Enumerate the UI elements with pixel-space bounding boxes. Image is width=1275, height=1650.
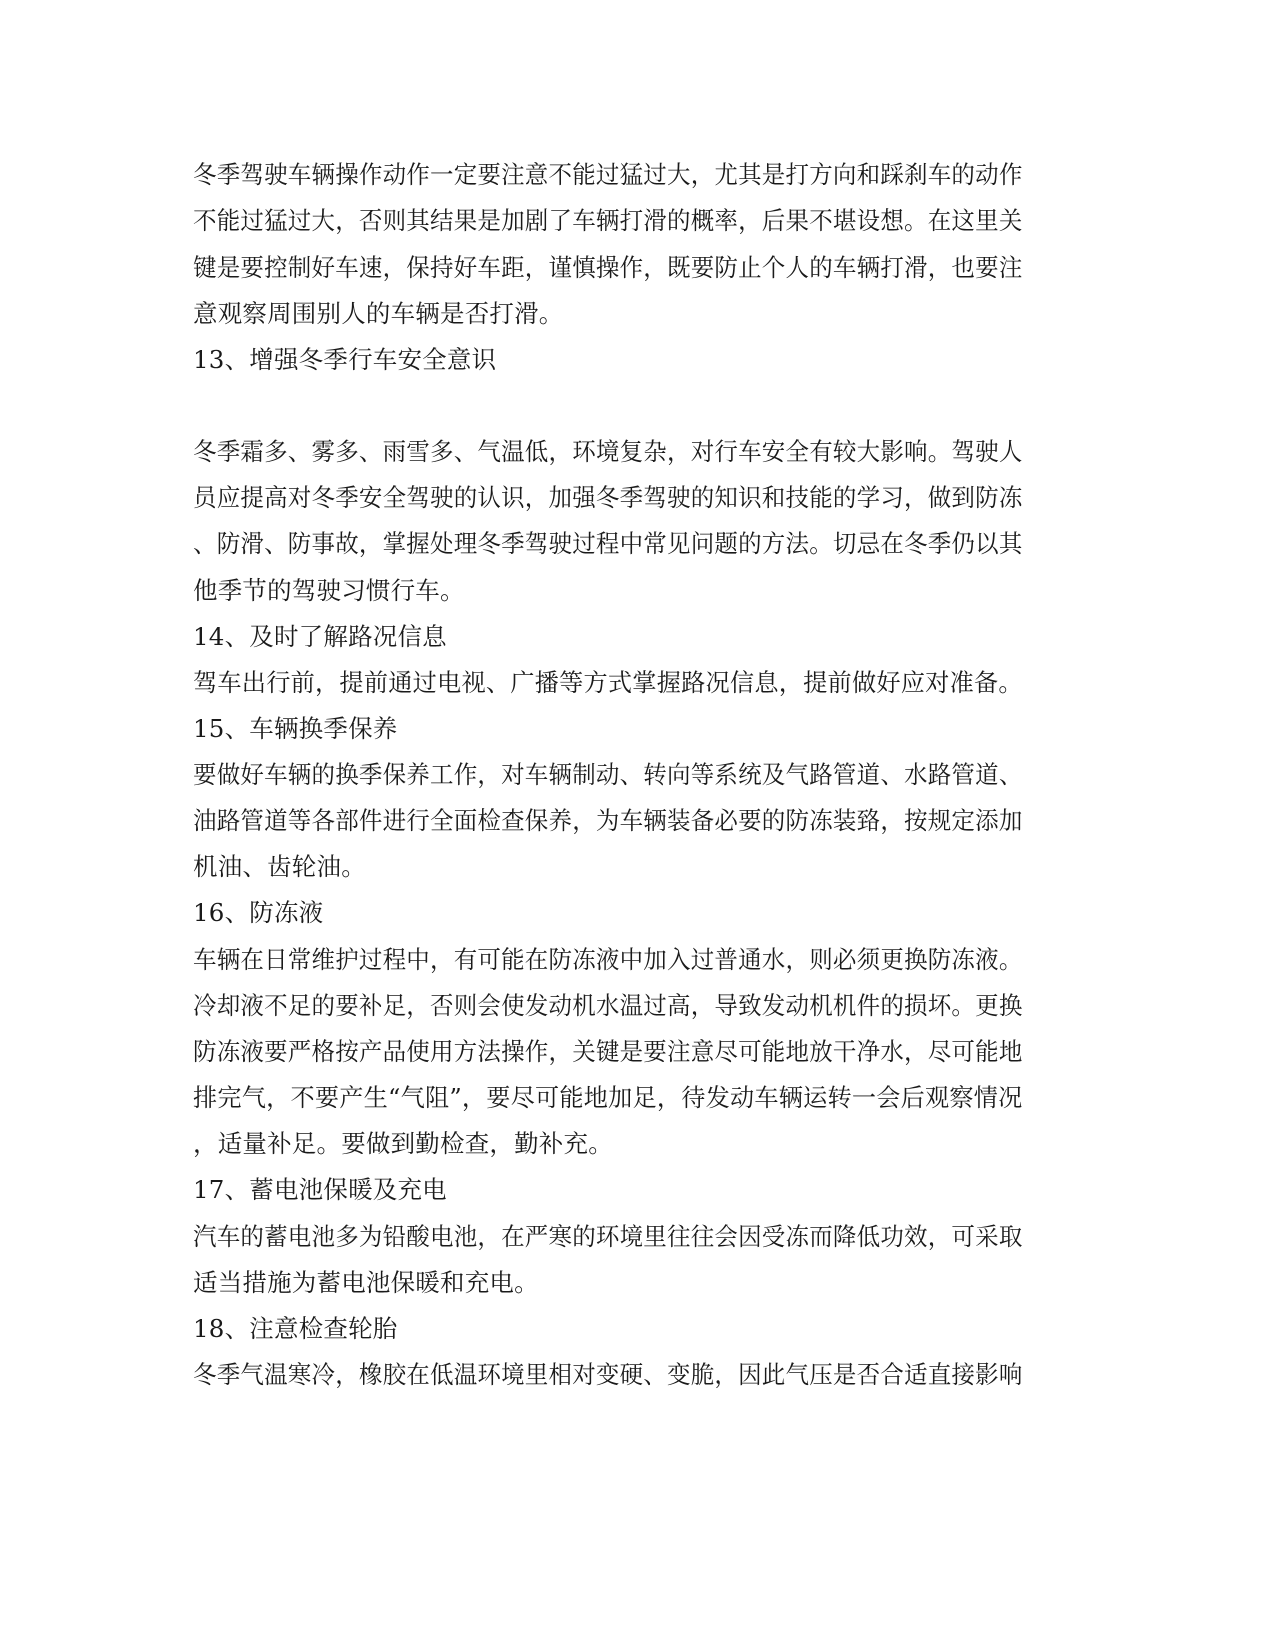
paragraph-line: 车辆在日常维护过程中，有可能在防冻液中加入过普通水，则必须更换防冻液。	[193, 945, 1023, 974]
paragraph-line: ，适量补足。要做到勤检查，勤补充。	[193, 1129, 613, 1158]
paragraph-line: 油路管道等各部件进行全面检查保养，为车辆装备必要的防冻装臵，按规定添加	[193, 806, 1023, 835]
section-heading: 18、注意检查轮胎	[193, 1314, 398, 1343]
paragraph-line: 机油、齿轮油。	[193, 852, 366, 881]
paragraph-line: 冷却液不足的要补足，否则会使发动机水温过高，导致发动机机件的损坏。更换	[193, 991, 1023, 1020]
section-heading: 14、及时了解路况信息	[193, 622, 447, 651]
paragraph-line: 意观察周围别人的车辆是否打滑。	[193, 299, 564, 328]
paragraph-line: 不能过猛过大，否则其结果是加剧了车辆打滑的概率，后果不堪设想。在这里关	[193, 206, 1023, 235]
section-heading: 13、增强冬季行车安全意识	[193, 345, 497, 374]
paragraph-line: 冬季气温寒冷，橡胶在低温环境里相对变硬、变脆，因此气压是否合适直接影响	[193, 1360, 1023, 1389]
paragraph-line: 键是要控制好车速，保持好车距，谨慎操作，既要防止个人的车辆打滑，也要注	[193, 253, 1023, 282]
paragraph-line: 他季节的驾驶习惯行车。	[193, 576, 465, 605]
paragraph-line: 汽车的蓄电池多为铅酸电池，在严寒的环境里往往会因受冻而降低功效，可采取	[193, 1222, 1023, 1251]
section-heading: 17、蓄电池保暖及充电	[193, 1175, 447, 1204]
section-heading: 16、防冻液	[193, 898, 324, 927]
paragraph-line: 要做好车辆的换季保养工作，对车辆制动、转向等系统及气路管道、水路管道、	[193, 760, 1023, 789]
paragraph-line: 防冻液要严格按产品使用方法操作，关键是要注意尽可能地放干净水，尽可能地	[193, 1037, 1023, 1066]
paragraph-line: 冬季霜多、雾多、雨雪多、气温低，环境复杂，对行车安全有较大影响。驾驶人	[193, 437, 1023, 466]
paragraph-line: 冬季驾驶车辆操作动作一定要注意不能过猛过大，尤其是打方向和踩刹车的动作	[193, 160, 1023, 189]
paragraph-line: 驾车出行前，提前通过电视、广播等方式掌握路况信息，提前做好应对准备。	[193, 668, 1023, 697]
paragraph-line: 、防滑、防事故，掌握处理冬季驾驶过程中常见问题的方法。切忌在冬季仍以其	[193, 529, 1023, 558]
section-heading: 15、车辆换季保养	[193, 714, 398, 743]
paragraph-line: 排完气，不要产生“气阻”，要尽可能地加足，待发动车辆运转一会后观察情况	[193, 1083, 1023, 1112]
paragraph-line: 员应提高对冬季安全驾驶的认识，加强冬季驾驶的知识和技能的学习，做到防冻	[193, 483, 1023, 512]
paragraph-line: 适当措施为蓄电池保暖和充电。	[193, 1268, 539, 1297]
